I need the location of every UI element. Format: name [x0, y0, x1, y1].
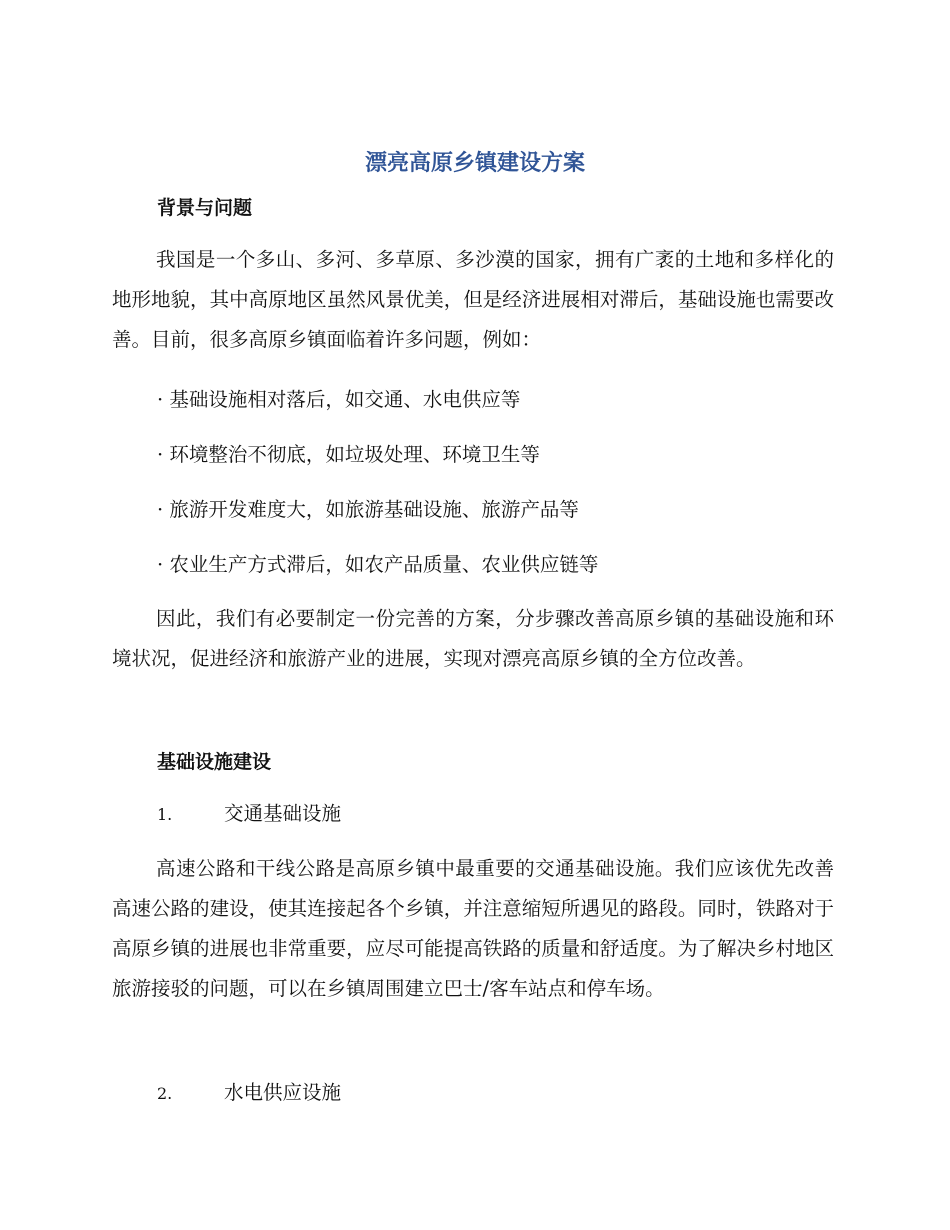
bullet-item: · 基础设施相对落后，如交通、水电供应等 — [157, 388, 521, 411]
conclusion-paragraph: 因此，我们有必要制定一份完善的方案，分步骤改善高原乡镇的基础设施和环境状况，促进经济和旅游产业的进展，实现对漂亮高原乡镇的全方位改善。 — [112, 607, 834, 670]
item-label: 水电供应设施 — [224, 1081, 342, 1104]
bullet-item: · 农业生产方式滞后，如农产品质量、农业供应链等 — [157, 553, 599, 576]
transport-paragraph: 高速公路和干线公路是高原乡镇中最重要的交通基础设施。我们应该优先改善高速公路的建设，使其连接起各个乡镇，并注意缩短所遇见的路段。同时，铁路对于高原乡镇的进展也非常重要，应尽可能提高铁路的质量和舒适度。为了解决乡村地区旅游接驳的问题，可以在乡镇周围建立巴士/客车站点和停车场。 — [112, 857, 834, 1000]
intro-paragraph: 我国是一个多山、多河、多草原、多沙漠的国家，拥有广袤的土地和多样化的地形地貌，其中高原地区虽然风景优美，但是经济进展相对滞后，基础设施也需要改善。目前，很多高原乡镇面临着许多问题，例如： — [112, 248, 834, 351]
bullet-item: · 旅游开发难度大，如旅游基础设施、旅游产品等 — [157, 498, 579, 521]
numbered-item-transport — [157, 800, 341, 829]
document-title: 漂亮高原乡镇建设方案 — [364, 151, 585, 176]
section-heading-infrastructure: 基础设施建设 — [157, 751, 272, 773]
item-number: 2. — [157, 1084, 173, 1103]
numbered-item-utilities — [157, 1079, 341, 1108]
item-label: 交通基础设施 — [224, 802, 342, 825]
bullet-item: · 环境整治不彻底，如垃圾处理、环境卫生等 — [157, 443, 540, 466]
item-number: 1. — [157, 805, 173, 824]
section-heading-background: 背景与问题 — [157, 197, 253, 219]
